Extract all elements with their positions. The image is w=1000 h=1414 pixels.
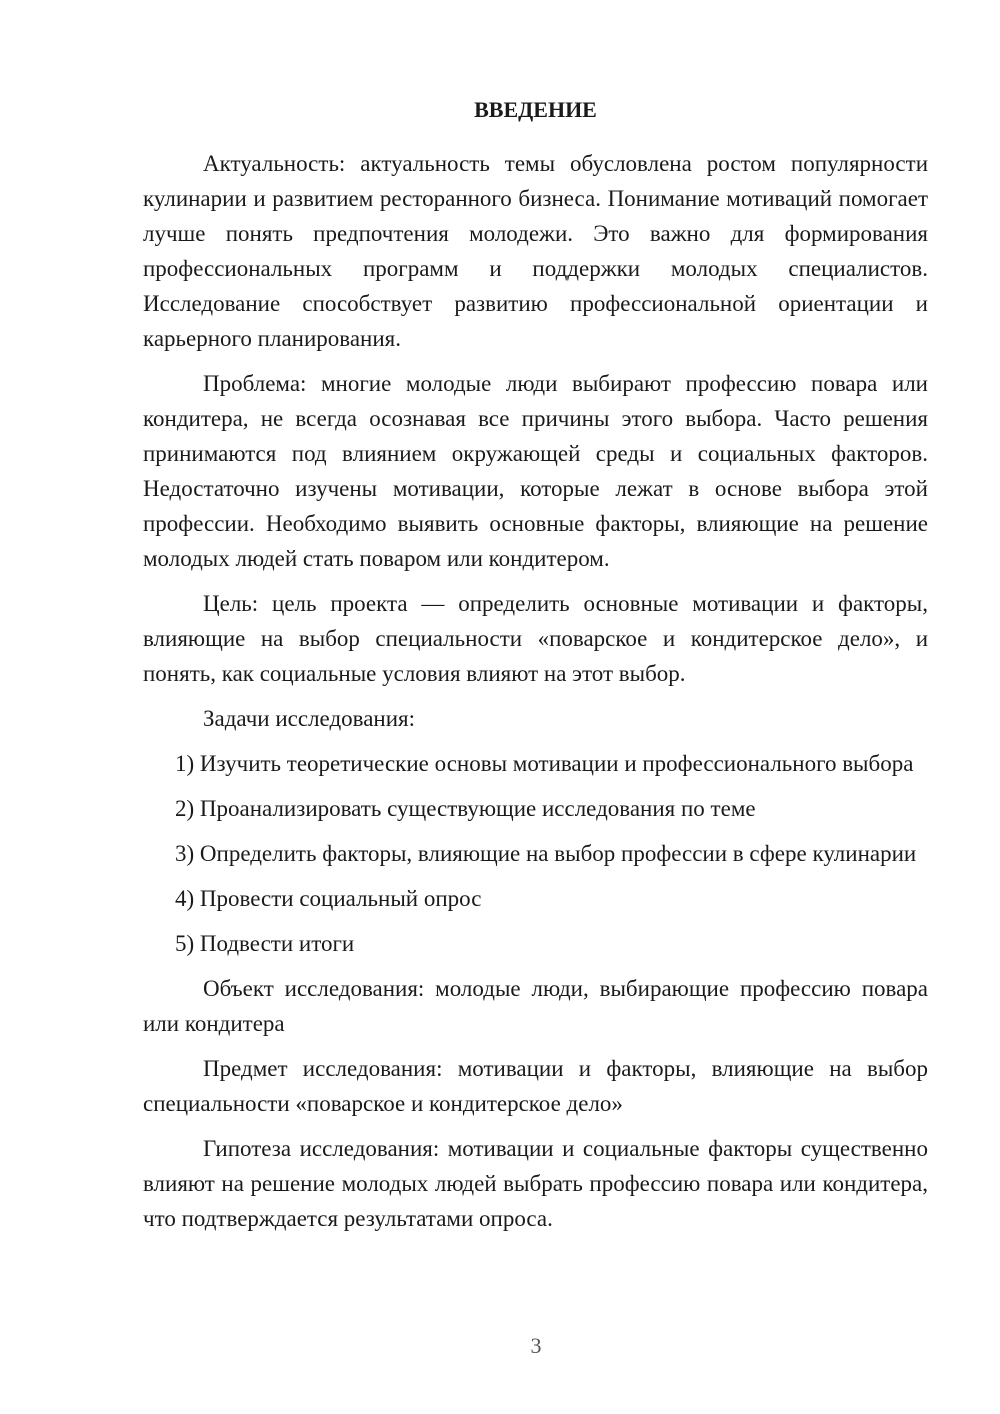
task-item-3: 3) Определить факторы, влияющие на выбор профессии в сфере кулинарии [175, 841, 917, 866]
paragraph-subject: Предмет исследования: мотивации и факторы, влияющие на выбор специальности «поварское и кондитерское дело» [143, 1056, 928, 1116]
task-item-5: 5) Подвести итоги [175, 931, 355, 956]
task-item-2: 2) Проанализировать существующие исследования по теме [175, 796, 756, 821]
paragraph-goal: Цель: цель проекта — определить основные мотивации и факторы, влияющие на выбор специальности «поварское и кондитерское дело», и понять, как социальные условия влияют на этот выбор. [143, 591, 928, 686]
paragraph-object: Объект исследования: молодые люди, выбирающие профессию повара или кондитера [143, 976, 928, 1036]
page-number: 3 [530, 1333, 542, 1358]
section-title: ВВЕДЕНИЕ [474, 97, 597, 122]
paragraph-problem: Проблема: многие молодые люди выбирают профессию повара или кондитера, не всегда осознавая все причины этого выбора. Часто решения принимаются под влиянием окружающей среды и социальных факторов. Недостаточно изучены мотивации, которые лежат в основе выбора этой профессии. Необходимо выявить основные факторы, влияющие на решение молодых людей стать поваром или кондитером. [143, 371, 928, 571]
paragraph-hypothesis: Гипотеза исследования: мотивации и социальные факторы существенно влияют на решение молодых людей выбрать профессию повара или кондитера, что подтверждается результатами опроса. [143, 1136, 928, 1231]
paragraph-relevance: Актуальность: актуальность темы обусловлена ростом популярности кулинарии и развитием ресторанного бизнеса. Понимание мотиваций помогает лучше понять предпочтения молодежи. Это важно для формирования профессиональных программ и поддержки молодых специалистов. Исследование способствует развитию профессиональной ориентации и карьерного планирования. [143, 151, 928, 351]
task-item-1: 1) Изучить теоретические основы мотивации и профессионального выбора [175, 751, 914, 776]
document-page [143, 92, 928, 1246]
task-item-4: 4) Провести социальный опрос [175, 886, 482, 911]
tasks-heading: Задачи исследования: [203, 706, 416, 731]
